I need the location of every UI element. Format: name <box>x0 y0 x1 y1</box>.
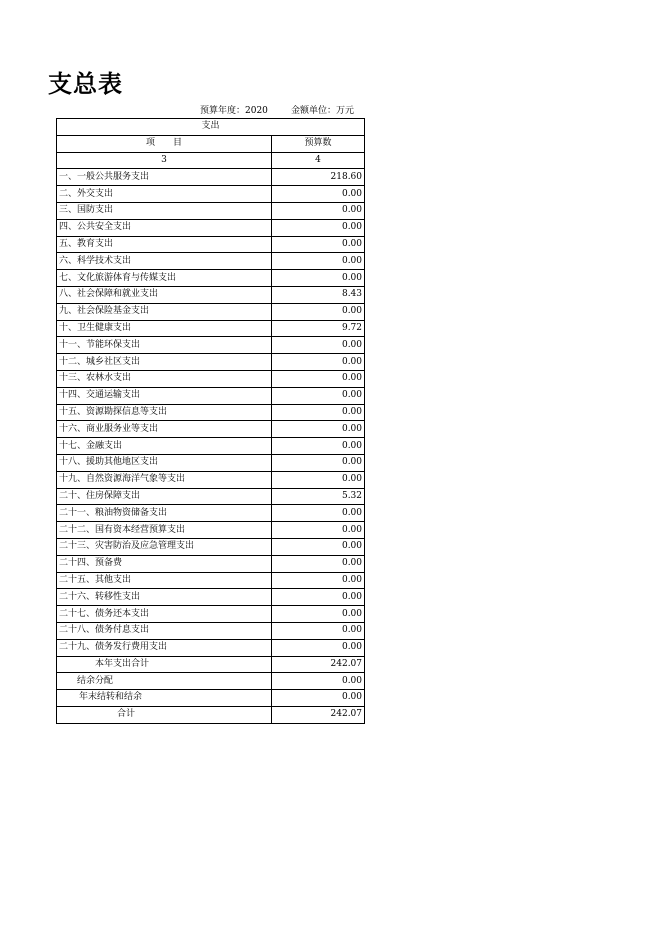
row-budget-value: 0.00 <box>272 253 365 270</box>
surplus-label: 结余分配 <box>57 673 272 690</box>
table-row <box>57 622 365 639</box>
surplus-value: 0.00 <box>272 673 365 690</box>
row-category: 二十六、转移性支出 <box>57 589 272 606</box>
row-budget-value: 5.32 <box>272 488 365 505</box>
row-budget-value: 0.00 <box>272 639 365 656</box>
table-row <box>57 572 365 589</box>
row-category: 一、一般公共服务支出 <box>57 169 272 186</box>
table-header-numbers <box>57 152 365 169</box>
row-budget-value: 0.00 <box>272 354 365 371</box>
row-category: 六、科学技术支出 <box>57 253 272 270</box>
row-category: 八、社会保障和就业支出 <box>57 286 272 303</box>
carryover-value: 0.00 <box>272 690 365 707</box>
table-row <box>57 538 365 555</box>
row-budget-value: 0.00 <box>272 337 365 354</box>
row-category: 二十、住房保障支出 <box>57 488 272 505</box>
row-budget-value: 0.00 <box>272 522 365 539</box>
table-row <box>57 337 365 354</box>
summary-row-carryover <box>57 690 365 707</box>
row-category: 二十二、国有资本经营预算支出 <box>57 522 272 539</box>
summary-row-total <box>57 706 365 723</box>
table-row <box>57 522 365 539</box>
carryover-label: 年末结转和结余 <box>57 690 272 707</box>
row-budget-value: 0.00 <box>272 202 365 219</box>
row-category: 二十五、其他支出 <box>57 572 272 589</box>
row-category: 二十九、债务发行费用支出 <box>57 639 272 656</box>
table-row <box>57 471 365 488</box>
table-row <box>57 370 365 387</box>
row-budget-value: 0.00 <box>272 421 365 438</box>
row-budget-value: 0.00 <box>272 606 365 623</box>
row-budget-value: 0.00 <box>272 186 365 203</box>
row-budget-value: 0.00 <box>272 622 365 639</box>
row-budget-value: 0.00 <box>272 270 365 287</box>
table-row <box>57 236 365 253</box>
row-budget-value: 218.60 <box>272 169 365 186</box>
table-row <box>57 286 365 303</box>
row-budget-value: 0.00 <box>272 538 365 555</box>
row-category: 十三、农林水支出 <box>57 370 272 387</box>
table-header-columns <box>57 135 365 152</box>
year-total-label: 本年支出合计 <box>57 656 272 673</box>
table-row <box>57 639 365 656</box>
summary-row-surplus <box>57 673 365 690</box>
budget-year: 预算年度：2020 <box>200 106 268 116</box>
table-row <box>57 270 365 287</box>
row-category: 二十八、债务付息支出 <box>57 622 272 639</box>
table-row <box>57 438 365 455</box>
table-row <box>57 354 365 371</box>
table-row <box>57 404 365 421</box>
table-row <box>57 421 365 438</box>
total-value: 242.07 <box>272 706 365 723</box>
table-row <box>57 606 365 623</box>
row-budget-value: 9.72 <box>272 320 365 337</box>
table-row <box>57 387 365 404</box>
row-budget-value: 0.00 <box>272 555 365 572</box>
row-category: 二十一、粮油物资储备支出 <box>57 505 272 522</box>
row-category: 十一、节能环保支出 <box>57 337 272 354</box>
row-budget-value: 0.00 <box>272 303 365 320</box>
column-number-item: 3 <box>57 152 272 169</box>
row-category: 十六、商业服务业等支出 <box>57 421 272 438</box>
expenditure-table <box>56 118 365 724</box>
column-header-item: 项 目 <box>57 135 272 152</box>
table-row <box>57 186 365 203</box>
row-category: 九、社会保险基金支出 <box>57 303 272 320</box>
row-budget-value: 0.00 <box>272 589 365 606</box>
row-budget-value: 0.00 <box>272 505 365 522</box>
row-category: 十五、资源勘探信息等支出 <box>57 404 272 421</box>
table-row <box>57 219 365 236</box>
row-budget-value: 8.43 <box>272 286 365 303</box>
summary-row-year-total <box>57 656 365 673</box>
section-header: 支出 <box>57 119 365 136</box>
row-category: 七、文化旅游体育与传媒支出 <box>57 270 272 287</box>
page-title: 支总表 <box>48 70 123 98</box>
row-category: 二十三、灾害防治及应急管理支出 <box>57 538 272 555</box>
row-category: 四、公共安全支出 <box>57 219 272 236</box>
table-row <box>57 488 365 505</box>
table-row <box>57 505 365 522</box>
row-budget-value: 0.00 <box>272 387 365 404</box>
amount-unit: 金额单位：万元 <box>291 106 355 116</box>
table-header-section <box>57 119 365 136</box>
row-category: 三、国防支出 <box>57 202 272 219</box>
column-number-budget: 4 <box>272 152 365 169</box>
row-category: 二十七、债务还本支出 <box>57 606 272 623</box>
row-category: 二十四、预备费 <box>57 555 272 572</box>
row-category: 十八、援助其他地区支出 <box>57 454 272 471</box>
row-budget-value: 0.00 <box>272 438 365 455</box>
row-budget-value: 0.00 <box>272 404 365 421</box>
column-header-budget: 预算数 <box>272 135 365 152</box>
row-budget-value: 0.00 <box>272 236 365 253</box>
row-budget-value: 0.00 <box>272 219 365 236</box>
table-row <box>57 589 365 606</box>
row-category: 十二、城乡社区支出 <box>57 354 272 371</box>
row-category: 五、教育支出 <box>57 236 272 253</box>
table-row <box>57 454 365 471</box>
row-category: 十四、交通运输支出 <box>57 387 272 404</box>
row-category: 二、外交支出 <box>57 186 272 203</box>
row-budget-value: 0.00 <box>272 370 365 387</box>
year-total-value: 242.07 <box>272 656 365 673</box>
table-row <box>57 253 365 270</box>
row-budget-value: 0.00 <box>272 454 365 471</box>
table-row <box>57 202 365 219</box>
row-category: 十、卫生健康支出 <box>57 320 272 337</box>
row-budget-value: 0.00 <box>272 572 365 589</box>
table-row <box>57 303 365 320</box>
table-row <box>57 555 365 572</box>
row-category: 十九、自然资源海洋气象等支出 <box>57 471 272 488</box>
total-label: 合计 <box>57 706 272 723</box>
table-row <box>57 320 365 337</box>
row-category: 十七、金融支出 <box>57 438 272 455</box>
table-row <box>57 169 365 186</box>
row-budget-value: 0.00 <box>272 471 365 488</box>
